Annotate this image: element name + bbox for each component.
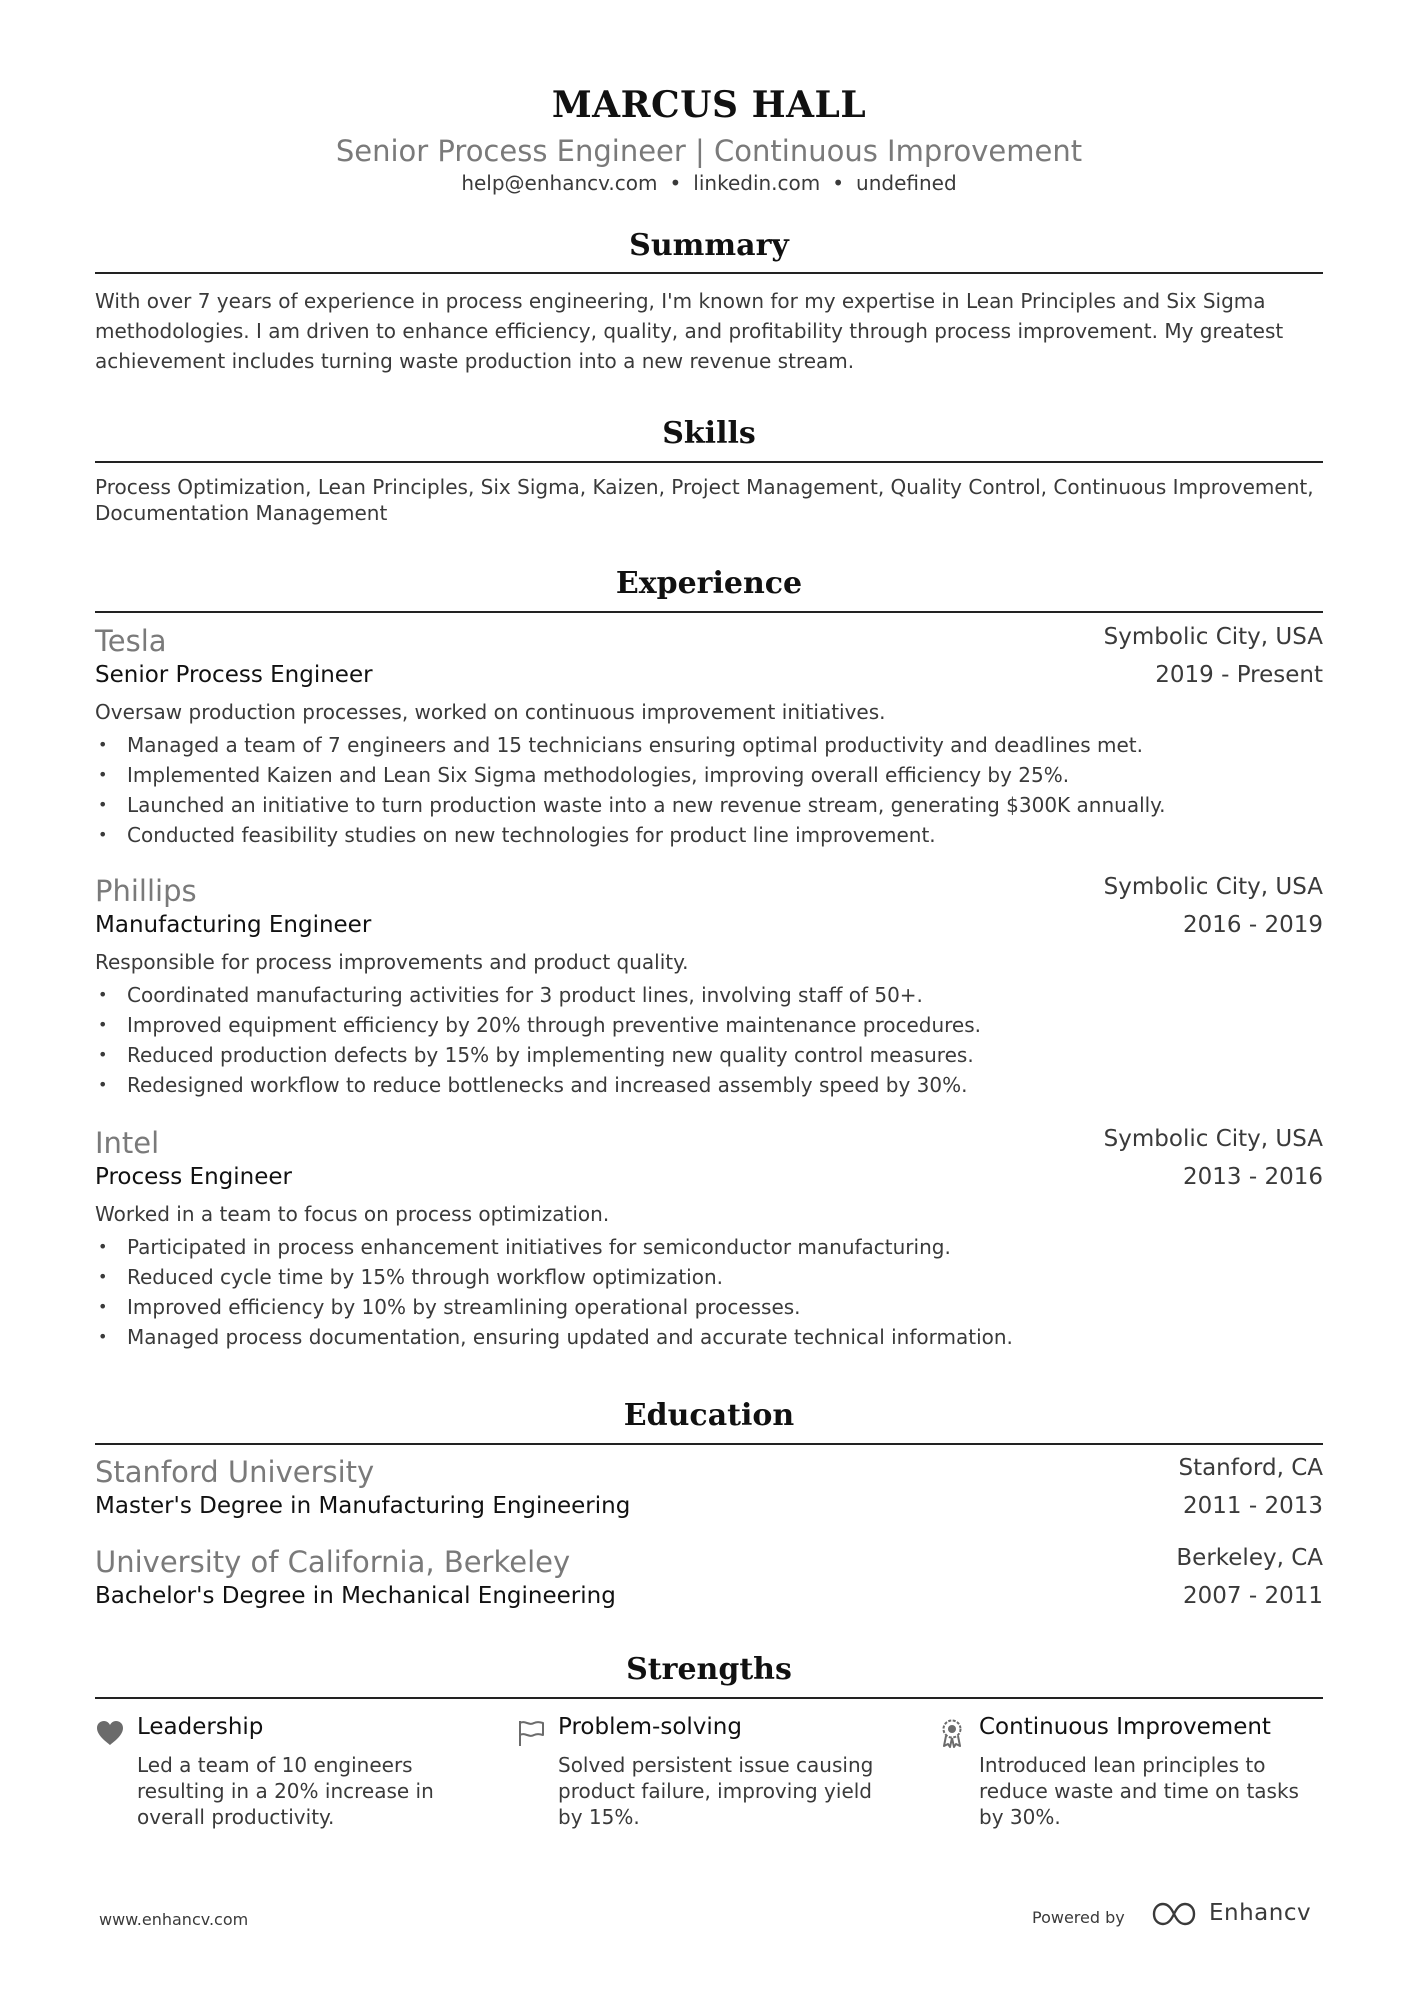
candidate-headline: Senior Process Engineer | Continuous Improvement xyxy=(335,134,1083,168)
section-divider xyxy=(95,461,1323,463)
strength-text: Solved persistent issue causing product failure, improving yield by 15%. xyxy=(558,1753,874,1829)
list-item: • Participated in process enhancement initiatives for semiconductor manufacturing. xyxy=(95,1232,1013,1262)
list-item: • Launched an initiative to turn production waste into a new revenue stream, generating $300K annually. xyxy=(95,790,1166,820)
job-description: Responsible for process improvements and product quality. xyxy=(95,950,689,974)
brand-name: Enhancv xyxy=(1209,1900,1312,1926)
strength-title: Continuous Improvement xyxy=(979,1714,1271,1740)
strength-text: Led a team of 10 engineers resulting in a 20% increase in overall productivity. xyxy=(137,1753,434,1829)
education-dates: 2007 - 2011 xyxy=(1183,1583,1323,1609)
strengths-heading: Strengths xyxy=(626,1652,792,1687)
company-name: Intel xyxy=(95,1126,160,1160)
experience-heading: Experience xyxy=(615,566,803,601)
list-item: • Managed process documentation, ensuring updated and accurate technical information. xyxy=(95,1322,1013,1352)
skills-text: Process Optimization, Lean Principles, Six Sigma, Kaizen, Project Management, Quality Control, Continuous Improvement, Documentation Management xyxy=(95,475,1314,525)
education-heading: Education xyxy=(623,1398,795,1433)
contact-line xyxy=(95,171,1323,195)
linkedin-link[interactable]: linkedin.com xyxy=(693,171,821,195)
separator-dot: • xyxy=(832,171,845,195)
job-location: Symbolic City, USA xyxy=(1103,874,1323,900)
list-item: • Improved equipment efficiency by 20% through preventive maintenance procedures. xyxy=(95,1010,981,1040)
summary-heading: Summary xyxy=(629,228,789,263)
degree-name: Bachelor's Degree in Mechanical Engineering xyxy=(95,1583,616,1609)
company-name: Phillips xyxy=(95,874,197,908)
powered-by-label: Powered by xyxy=(1032,1908,1125,1927)
job-location: Symbolic City, USA xyxy=(1103,1126,1323,1152)
candidate-name: MARCUS HALL xyxy=(551,84,867,126)
website-link[interactable]: undefined xyxy=(856,171,957,195)
strength-title: Problem-solving xyxy=(558,1714,742,1740)
summary-text: With over 7 years of experience in process engineering, I'm known for my expertise in Lean Principles and Six Sigma methodologies. I am driven to enhance efficiency, quality, and profitability through process improvement. My greatest achievement includes turning waste production into a new revenue stream. xyxy=(95,289,1284,373)
job-role: Senior Process Engineer xyxy=(95,662,373,688)
flag-icon xyxy=(516,1718,546,1748)
job-location: Symbolic City, USA xyxy=(1103,624,1323,650)
job-dates: 2016 - 2019 xyxy=(1183,912,1323,938)
list-item: • Managed a team of 7 engineers and 15 technicians ensuring optimal productivity and deadlines met. xyxy=(95,730,1166,760)
list-item: • Conducted feasibility studies on new technologies for product line improvement. xyxy=(95,820,1166,850)
education-dates: 2011 - 2013 xyxy=(1183,1493,1323,1519)
heart-icon xyxy=(95,1718,125,1748)
email-link[interactable]: help@enhancv.com xyxy=(461,171,658,195)
section-divider xyxy=(95,1697,1323,1699)
company-name: Tesla xyxy=(95,624,167,658)
skills-heading: Skills xyxy=(662,416,756,451)
section-divider xyxy=(95,611,1323,613)
degree-name: Master's Degree in Manufacturing Engineering xyxy=(95,1493,631,1519)
school-location: Berkeley, CA xyxy=(1176,1545,1323,1571)
school-name: University of California, Berkeley xyxy=(95,1545,571,1579)
job-role: Manufacturing Engineer xyxy=(95,912,372,938)
school-location: Stanford, CA xyxy=(1178,1455,1323,1481)
job-bullets xyxy=(95,730,1166,850)
section-divider xyxy=(95,272,1323,274)
separator-dot: • xyxy=(669,171,682,195)
list-item: • Redesigned workflow to reduce bottlenecks and increased assembly speed by 30%. xyxy=(95,1070,981,1100)
job-description: Oversaw production processes, worked on continuous improvement initiatives. xyxy=(95,700,886,724)
job-dates: 2013 - 2016 xyxy=(1183,1164,1323,1190)
list-item: • Improved efficiency by 10% by streamlining operational processes. xyxy=(95,1292,1013,1322)
strength-title: Leadership xyxy=(137,1714,264,1740)
list-item: • Coordinated manufacturing activities for 3 product lines, involving staff of 50+. xyxy=(95,980,981,1010)
job-role: Process Engineer xyxy=(95,1164,292,1190)
list-item: • Implemented Kaizen and Lean Six Sigma methodologies, improving overall efficiency by 25%. xyxy=(95,760,1166,790)
job-bullets xyxy=(95,1232,1013,1352)
job-dates: 2019 - Present xyxy=(1155,662,1323,688)
list-item: • Reduced cycle time by 15% through workflow optimization. xyxy=(95,1262,1013,1292)
strength-text: Introduced lean principles to reduce waste and time on tasks by 30%. xyxy=(979,1753,1299,1829)
job-bullets xyxy=(95,980,981,1100)
footer-website-link[interactable]: www.enhancv.com xyxy=(99,1910,249,1929)
award-icon xyxy=(937,1718,967,1748)
job-description: Worked in a team to focus on process optimization. xyxy=(95,1202,610,1226)
section-divider xyxy=(95,1443,1323,1445)
list-item: • Reduced production defects by 15% by implementing new quality control measures. xyxy=(95,1040,981,1070)
school-name: Stanford University xyxy=(95,1455,375,1489)
